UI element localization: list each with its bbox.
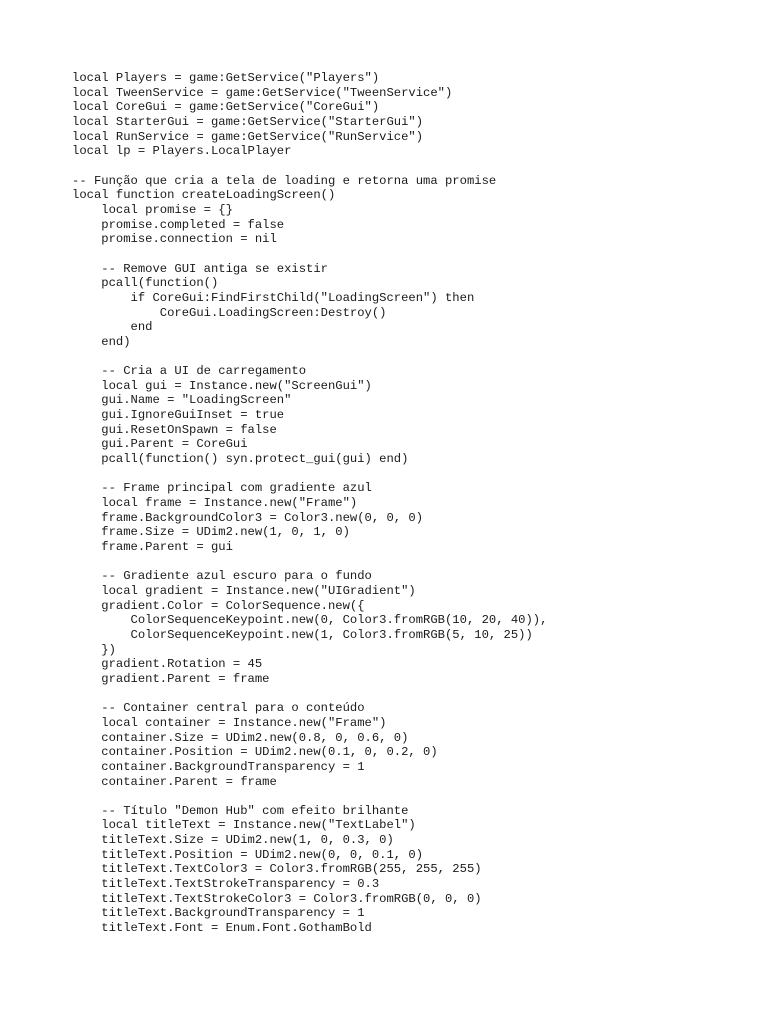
code-comment-line: -- Gradiente azul escuro para o fundo [72, 569, 372, 584]
code-line: titleText.Size = UDim2.new(1, 0, 0.3, 0) [72, 833, 394, 848]
code-line: local Players = game:GetService("Players") [72, 71, 380, 85]
code-line: gradient.Color = ColorSequence.new({ [72, 598, 365, 613]
code-line: titleText.TextColor3 = Color3.fromRGB(255, 255, 255) [72, 862, 482, 877]
code-line [72, 789, 547, 804]
code-line: container.Size = UDim2.new(0.8, 0, 0.6, 0) [72, 730, 409, 745]
code-line: promise.completed = false [72, 217, 285, 232]
code-line: local function createLoadingScreen() [72, 188, 336, 203]
code-line: ColorSequenceKeypoint.new(0, Color3.fromRGB(10, 20, 40)), [72, 613, 548, 628]
code-line: pcall(function() syn.protect_gui(gui) end) [72, 452, 409, 467]
code-line: ColorSequenceKeypoint.new(1, Color3.fromRGB(5, 10, 25)) [72, 627, 533, 642]
code-line: local container = Instance.new("Frame") [72, 715, 387, 730]
code-line: promise.connection = nil [72, 232, 277, 247]
code-line: gradient.Parent = frame [72, 671, 270, 686]
code-line [72, 349, 547, 364]
code-line [72, 555, 547, 570]
code-line: local gradient = Instance.new("UIGradient") [72, 583, 416, 598]
code-line [72, 247, 547, 262]
code-line: titleText.Font = Enum.Font.GothamBold [72, 921, 372, 936]
code-line: gui.Parent = CoreGui [72, 437, 248, 452]
code-line: frame.Parent = gui [72, 540, 233, 554]
code-comment-line: -- Remove GUI antiga se existir [72, 261, 328, 276]
code-line: titleText.BackgroundTransparency = 1 [72, 906, 365, 921]
code-line [72, 159, 547, 174]
code-line: gui.IgnoreGuiInset = true [72, 408, 285, 423]
code-comment-line: -- Frame principal com gradiente azul [72, 481, 372, 496]
code-line: local TweenService = game:GetService("TweenService") [72, 85, 453, 100]
code-line: end) [72, 334, 131, 349]
code-line: local RunService = game:GetService("RunService") [72, 129, 424, 144]
code-line: gradient.Rotation = 45 [72, 657, 263, 672]
code-line: if CoreGui:FindFirstChild("LoadingScreen") then [72, 290, 475, 305]
code-line: CoreGui.LoadingScreen:Destroy() [72, 305, 387, 320]
code-comment-line: -- Título "Demon Hub" com efeito brilhante [72, 803, 409, 818]
code-line: frame.Size = UDim2.new(1, 0, 1, 0) [72, 525, 350, 540]
code-line [72, 687, 547, 702]
code-line: titleText.Position = UDim2.new(0, 0, 0.1, 0) [72, 847, 424, 862]
code-line: container.Position = UDim2.new(0.1, 0, 0.2, 0) [72, 745, 438, 760]
code-line: local CoreGui = game:GetService("CoreGui") [72, 100, 380, 115]
code-line: container.Parent = frame [72, 774, 277, 789]
code-comment-line: -- Cria a UI de carregamento [72, 364, 307, 379]
code-line: local StarterGui = game:GetService("StarterGui") [72, 114, 424, 129]
code-line: }) [72, 642, 116, 657]
code-line: local frame = Instance.new("Frame") [72, 496, 358, 511]
code-comment-line: -- Container central para o conteúdo [72, 701, 365, 716]
code-line: container.BackgroundTransparency = 1 [72, 759, 365, 774]
code-line: gui.Name = "LoadingScreen" [72, 393, 292, 408]
code-line: titleText.TextStrokeColor3 = Color3.fromRGB(0, 0, 0) [72, 891, 482, 906]
code-line: titleText.TextStrokeTransparency = 0.3 [72, 877, 380, 892]
code-comment-line: -- Função que cria a tela de loading e retorna uma promise [72, 173, 497, 188]
code-line: local promise = {} [72, 202, 233, 217]
code-line [72, 467, 547, 482]
code-line: local lp = Players.LocalPlayer [72, 144, 292, 159]
code-line: local titleText = Instance.new("TextLabel") [72, 818, 416, 833]
code-line: local gui = Instance.new("ScreenGui") [72, 378, 372, 393]
code-line: pcall(function() [72, 276, 219, 291]
code-line: gui.ResetOnSpawn = false [72, 422, 277, 437]
code-line: frame.BackgroundColor3 = Color3.new(0, 0, 0) [72, 510, 424, 525]
code-block [72, 71, 547, 936]
code-line: end [72, 320, 153, 335]
